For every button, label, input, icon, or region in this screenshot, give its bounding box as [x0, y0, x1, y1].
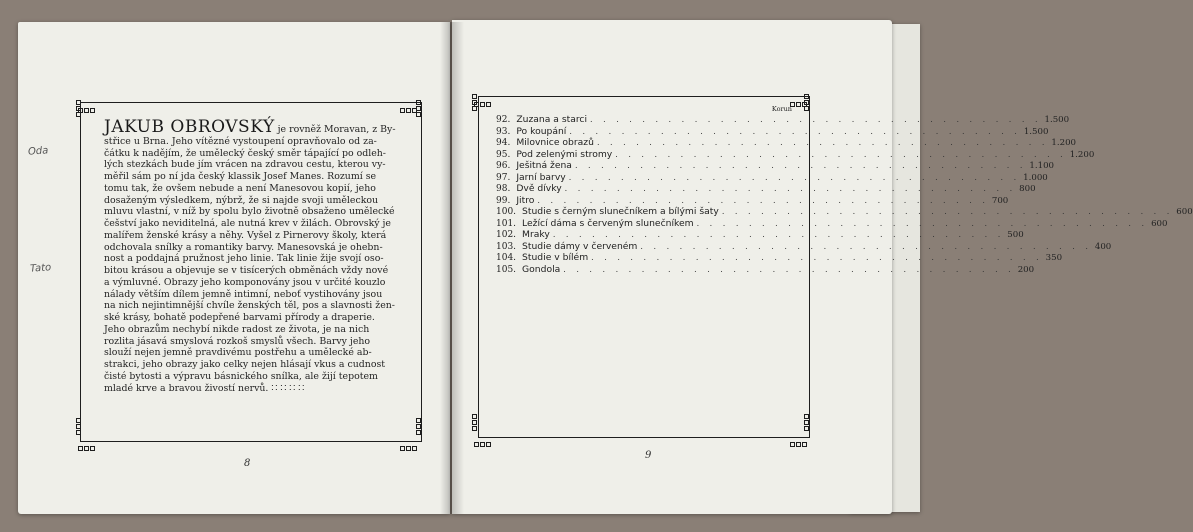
catalog-item-row	[496, 240, 1112, 253]
catalog-item-number: 94.	[496, 138, 511, 148]
catalog-item-price: 500	[1007, 230, 1024, 240]
catalog-item-price: 200	[1017, 264, 1035, 275]
catalog-item-title: Dvě dívky	[516, 183, 562, 194]
catalog-item-row	[496, 171, 1048, 184]
currency-label: Korun	[771, 105, 792, 113]
catalog-item-number: 99.	[496, 195, 511, 206]
catalog-item-price: 1.100	[1029, 161, 1055, 171]
catalog-item-number: 96.	[496, 161, 511, 171]
bio-line: a výmluvné. Obrazy jeho komponovány jsou v určité kouzlo	[104, 276, 386, 288]
page-number-left: 8	[244, 458, 251, 469]
catalog-item-number: 95.	[496, 149, 511, 160]
bio-line: strakci, jeho obrazy jako celky nejen hlásají vkus a cudnost	[104, 359, 386, 370]
frame-corner-ornament	[472, 94, 480, 116]
dot-leader: . . . . . . . . . . . . . . . . . . . . . . . . . . . . . . . . . . .	[696, 218, 1149, 228]
catalog-item-title: Milovnice obrazů	[516, 137, 594, 148]
catalog-item-row	[496, 137, 1077, 149]
artwork-price-list	[496, 104, 1193, 275]
catalog-item-number: 105.	[496, 264, 517, 275]
catalog-item-price: 1.500	[1044, 115, 1070, 125]
bio-line: nost a poddajná pružnost jeho linie. Tak linie žije svojí oso-	[104, 253, 384, 265]
bio-line: je rovněž Moravan, z By-	[274, 124, 396, 135]
catalog-item-row	[496, 148, 1095, 161]
catalog-item-number: 98.	[496, 184, 511, 194]
catalog-item-title: Studie s černým slunečníkem a bílými šaty	[522, 206, 719, 217]
bio-line: češství jako neviditelná, ale nutná krev v žilách. Obrovský je	[104, 218, 391, 229]
catalog-item-number: 103.	[496, 241, 517, 252]
catalog-item-row	[496, 263, 1035, 276]
bio-line: malířem ženské krásy a něhy. Vyšel z Pirnerovy školy, která	[104, 229, 387, 241]
catalog-item-title: Jitro	[516, 194, 535, 206]
catalog-item-price: 600	[1151, 218, 1168, 229]
catalog-item-title: Pod zelenými stromy	[516, 148, 613, 160]
catalog-item-price: 1.000	[1023, 172, 1048, 183]
bio-line: bitou krásou a objevuje se v tisícerých obměnách vždy nové	[104, 265, 389, 276]
catalog-item-number: 93.	[496, 126, 511, 137]
artist-name-heading: JAKUB OBROVSKÝ	[104, 117, 275, 137]
catalog-item-row	[496, 114, 1070, 126]
catalog-item-row	[496, 252, 1063, 264]
book-gutter-shadow	[440, 22, 464, 514]
catalog-item-price: 700	[991, 195, 1009, 206]
catalog-item-row	[496, 183, 1036, 195]
dot-leader: . . . . . . . . . . . . . . . . . . . . . . . . . . . . . . . . . . .	[568, 172, 1021, 182]
catalog-item-number: 92.	[496, 115, 511, 125]
bio-line: lých stezkách bude jím vrácen na zdravou cestu, kterou vy-	[104, 159, 386, 171]
bio-line: na nich nejintimnější chvíle ženských těl, pos a slavnosti žen-	[104, 300, 395, 312]
catalog-item-number: 97.	[496, 172, 511, 183]
bio-line: střice u Brna. Jeho vítězné vystoupení opravňovalo od za-	[104, 135, 377, 147]
catalog-rows	[496, 114, 1193, 275]
catalog-item-price: 600	[1176, 207, 1193, 217]
margin-note: Tato	[29, 262, 52, 275]
catalog-item-number: 104.	[496, 253, 517, 263]
bio-line: měřil sám po ní jda český klassik Josef Manes. Rozumí se	[104, 171, 377, 182]
bio-line: tomu tak, že ovšem nebude a není Manesovou kopií, jeho	[104, 182, 376, 194]
catalog-item-price: 1.200	[1051, 138, 1077, 148]
bio-line: rozlita jásavá smyslová rozkoš smyslů všech. Barvy jeho	[104, 335, 371, 347]
frame-corner-ornament	[416, 100, 424, 122]
frame-corner-ornament	[804, 414, 812, 436]
bio-line: mladé krve a bravou živostí nervů. ∷ ∷ ∷ ∷	[104, 382, 305, 394]
dot-leader: . . . . . . . . . . . . . . . . . . . . . . . . . . . . . . . . . . .	[574, 161, 1027, 170]
catalog-item-price: 800	[1019, 184, 1036, 194]
bio-line: dosaženým výsledkem, nýbrž, že si najde svoji uměleckou	[104, 194, 379, 206]
catalog-item-title: Studie dámy v červeném	[522, 240, 638, 252]
bio-line: čátku k nadějím, že umělecký český směr tápající po odleh-	[104, 147, 386, 159]
catalog-item-row	[496, 194, 1009, 207]
dot-leader: . . . . . . . . . . . . . . . . . . . . . . . . . . . . . . . . . . .	[591, 253, 1043, 262]
dot-leader: . . . . . . . . . . . . . . . . . . . . . . . . . . . . . . . . . . .	[564, 184, 1017, 193]
catalog-item-price: 350	[1045, 253, 1063, 263]
dot-leader: . . . . . . . . . . . . . . . . . . . . . . . . . . . . . . . . . . .	[569, 126, 1021, 136]
bio-line: nálady větším dílem jemně intimní, neboť vystihovány jsou	[104, 288, 383, 300]
catalog-item-number: 102.	[496, 230, 517, 240]
bio-line: odchovala snílky a romantiky barvy. Manesovská je ohebn-	[104, 241, 383, 253]
dot-leader: . . . . . . . . . . . . . . . . . . . . . . . . . . . . . . . . . . .	[537, 195, 989, 205]
catalog-item-row	[496, 217, 1168, 230]
dot-leader: . . . . . . . . . . . . . . . . . . . . . . . . . . . . . . . . . . .	[615, 149, 1067, 159]
catalog-item-row	[496, 160, 1055, 172]
catalog-item-title: Po koupání	[516, 125, 567, 137]
catalog-item-title: Ležící dáma s červeným slunečníkem	[522, 217, 694, 229]
frame-corner-ornament	[76, 100, 84, 122]
frame-corner-ornament	[472, 414, 480, 436]
catalog-item-row	[496, 206, 1193, 218]
artist-biography-text	[104, 119, 406, 394]
catalog-item-title: Mraky	[522, 229, 550, 240]
dot-leader: . . . . . . . . . . . . . . . . . . . . . . . . . . . . . . . . . . .	[596, 138, 1049, 147]
frame-corner-ornament	[416, 418, 424, 440]
bio-line: čisté bytosti a výpravu básnického snílka, ale žijí tepotem	[104, 370, 378, 382]
dot-leader: . . . . . . . . . . . . . . . . . . . . . . . . . . . . . . . . . . .	[640, 241, 1092, 251]
catalog-item-number: 100.	[496, 207, 517, 217]
catalog-item-price: 1.200	[1069, 149, 1095, 160]
catalog-item-title: Gondola	[522, 263, 561, 275]
dot-leader: . . . . . . . . . . . . . . . . . . . . . . . . . . . . . . . . . . .	[590, 115, 1042, 124]
dot-leader: . . . . . . . . . . . . . . . . . . . . . . . . . . . . . . . . . . .	[552, 230, 1005, 239]
dot-leader: . . . . . . . . . . . . . . . . . . . . . . . . . . . . . . . . . . .	[563, 264, 1015, 274]
catalog-item-row	[496, 229, 1024, 241]
page-number-right: 9	[645, 450, 652, 461]
catalog-item-title: Jarní barvy	[516, 171, 566, 183]
dot-leader: . . . . . . . . . . . . . . . . . . . . . . . . . . . . . . . . . . .	[721, 207, 1174, 216]
catalog-item-title: Studie v bílém	[522, 252, 589, 263]
catalog-item-number: 101.	[496, 218, 517, 229]
catalog-item-price: 1.500	[1023, 126, 1049, 137]
catalog-item-title: Zuzana a starci	[516, 114, 588, 125]
bio-line: ské krásy, bohatě podepřené barvami přírody a draperie.	[104, 312, 375, 323]
catalog-item-price: 400	[1094, 241, 1112, 252]
margin-note: Oda	[27, 145, 49, 158]
catalog-item-title: Ješitná žena	[516, 160, 572, 171]
catalog-item-row	[496, 125, 1049, 138]
frame-corner-ornament	[804, 94, 812, 116]
bio-line: slouží nejen jemně pravdivému postřehu a umělecké ab-	[104, 347, 372, 359]
bio-line: mluvu vlastní, v níž by spolu bylo životně obsaženo umělecké	[104, 206, 395, 218]
frame-corner-ornament	[76, 418, 84, 440]
bio-line: Jeho obrazům nechybí nikde radost ze života, je na nich	[104, 323, 370, 335]
